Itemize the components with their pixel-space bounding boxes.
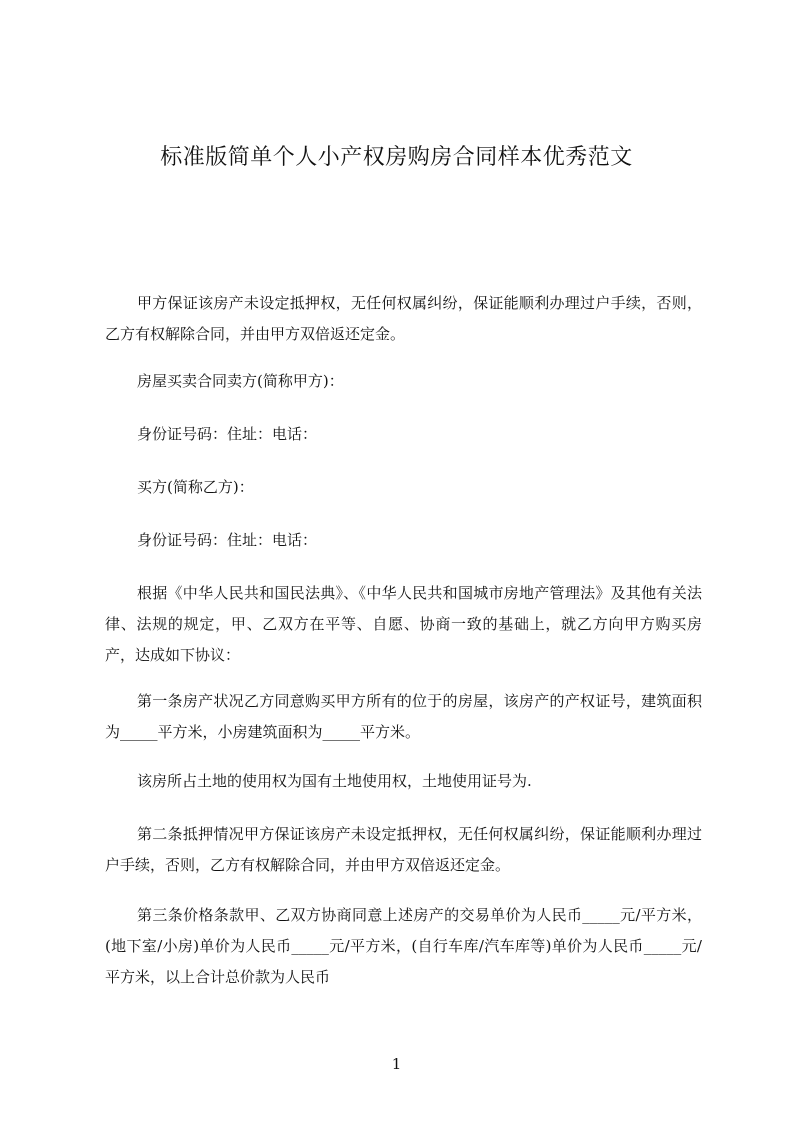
paragraph-article-3-price: 第三条价格条款甲、乙双方协商同意上述房产的交易单价为人民币_____元/平方米，(地下室/小房)单价为人民币_____元/平方米，(自行车库/汽车库等)单价为人民币_____元/平方米，以上合计总价款为人民币: [105, 906, 702, 986]
paragraph-seller-guarantee: 甲方保证该房产未设定抵押权，无任何权属纠纷，保证能顺利办理过户手续，否则，乙方有权解除合同，并由甲方双倍返还定金。: [105, 294, 702, 343]
document-title: 标准版简单个人小产权房购房合同样本优秀范文: [160, 145, 633, 170]
paragraph-legal-basis: 根据《中华人民共和国民法典》、《中华人民共和国城市房地产管理法》及其他有关法律、法规的规定，甲、乙双方在平等、自愿、协商一致的基础上，就乙方向甲方购买房产，达成如下协议：: [105, 584, 702, 664]
paragraph-article-2-mortgage: 第二条抵押情况甲方保证该房产未设定抵押权，无任何权属纠纷，保证能顺利办理过户手续，否则，乙方有权解除合同，并由甲方双倍返还定金。: [105, 825, 702, 874]
paragraph-article-1-property: 第一条房产状况乙方同意购买甲方所有的位于的房屋，该房产的产权证号，建筑面积为_____平方米，小房建筑面积为_____平方米。: [105, 692, 702, 741]
paragraph-buyer-id-info: 身份证号码：住址：电话：: [137, 531, 318, 549]
paragraph-buyer-label: 买方(简称乙方)：: [137, 478, 254, 496]
paragraph-land-use-right: 该房所占土地的使用权为国有土地使用权，土地使用证号为.: [137, 772, 532, 790]
page-number: 1: [391, 1055, 402, 1073]
paragraph-seller-label: 房屋买卖合同卖方(简称甲方)：: [137, 372, 344, 390]
paragraph-seller-id-info: 身份证号码：住址：电话：: [137, 425, 318, 443]
